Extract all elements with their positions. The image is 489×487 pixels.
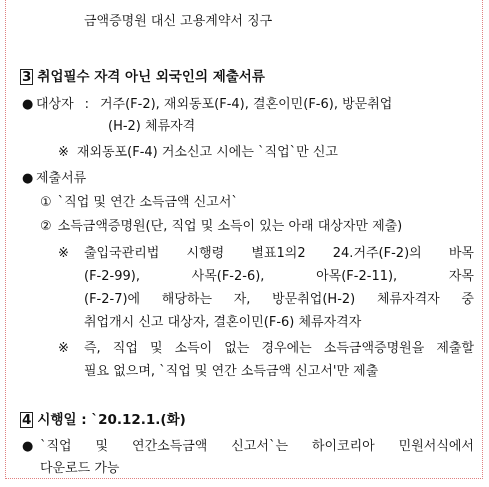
doc2 bbox=[40, 219, 402, 235]
note1-mark: ※ bbox=[58, 145, 69, 160]
doc1 bbox=[40, 195, 238, 211]
note3-line: 즉, 직업 및 소득이 없는 경우에는 소득금액증명원을 제출할 bbox=[84, 341, 474, 356]
target-sep: : bbox=[84, 97, 90, 112]
section4-title: 시행일 : `20.12.1.(화) bbox=[37, 412, 186, 428]
section3-number: 3 bbox=[22, 69, 32, 85]
note2-line: 출입국관리법 시행령 별표1의2 24.거주(F-2)의 바목 bbox=[84, 246, 474, 261]
bullet-icon: ● bbox=[22, 171, 34, 186]
section4-number: 4 bbox=[22, 412, 32, 428]
section3-title: 취업필수 자격 아닌 외국인의 제출서류 bbox=[37, 69, 265, 85]
target-line2: (H-2) 체류자격 bbox=[108, 119, 196, 134]
docs-label: 제출서류 bbox=[36, 171, 87, 186]
note2-line: 취업개시 신고 대상자, 결혼이민(F-6) 체류자격자 bbox=[84, 315, 362, 330]
section4-heading bbox=[20, 412, 186, 428]
doc2-num: ② bbox=[40, 219, 52, 234]
top-line: 금액증명원 대신 고용계약서 징구 bbox=[84, 14, 273, 29]
section3-heading bbox=[20, 69, 265, 85]
note3-mark: ※ bbox=[58, 341, 69, 356]
target-line1: 거주(F-2), 재외동포(F-4), 결혼이민(F-6), 방문취업 bbox=[99, 97, 393, 112]
doc2-text: 소득금액증명원(단, 직업 및 소득이 있는 아래 대상자만 제출) bbox=[57, 219, 403, 234]
note1-text: 재외동포(F-4) 거소신고 시에는 `직업`만 신고 bbox=[76, 145, 338, 160]
note2-line: (F-2-99), 사목(F-2-6), 아목(F-2-11), 자목 bbox=[84, 269, 474, 284]
target-row bbox=[22, 97, 392, 113]
docs-row bbox=[22, 171, 86, 187]
bullet-icon: ● bbox=[22, 97, 34, 112]
section4-line2: 다운로드 가능 bbox=[40, 461, 120, 476]
note1 bbox=[58, 145, 338, 161]
doc1-num: ① bbox=[40, 195, 52, 210]
bullet-icon: ● bbox=[22, 439, 34, 454]
note2-line: (F-2-7)에 해당하는 자, 방문취업(H-2) 체류자격자 중 bbox=[84, 292, 474, 307]
note3-line: 필요 없으며, `직업 및 연간 소득금액 신고서'만 제출 bbox=[84, 364, 379, 379]
section4-line1: `직업 및 연간소득금액 신고서`는 하이코리아 민원서식에서 bbox=[40, 439, 474, 454]
note2-mark: ※ bbox=[58, 246, 69, 261]
target-label: 대상자 bbox=[36, 97, 74, 112]
doc1-text: `직업 및 연간 소득금액 신고서` bbox=[57, 195, 238, 210]
